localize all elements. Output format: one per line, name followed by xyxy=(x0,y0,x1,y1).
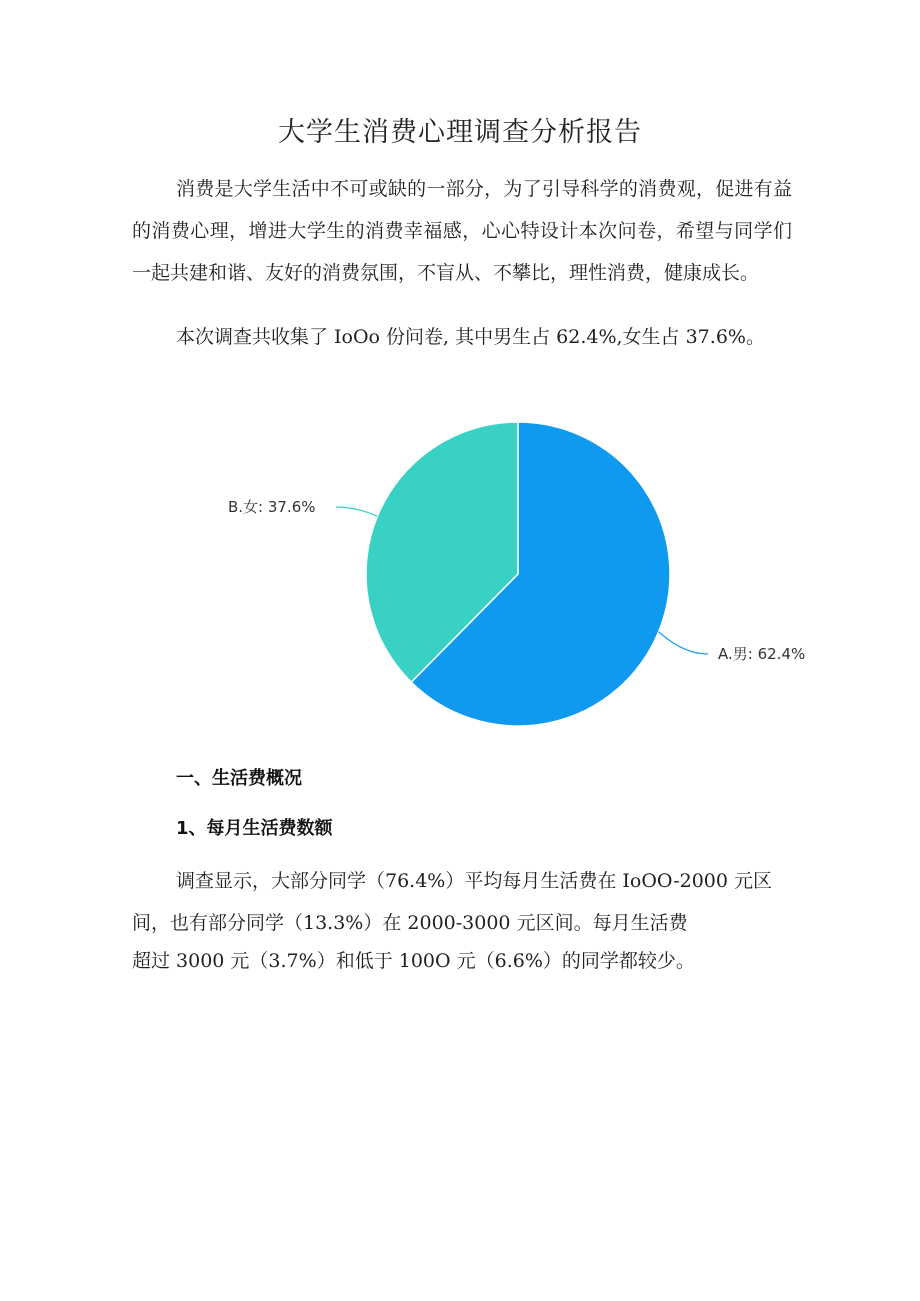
pie-label-0: A.男: 62.4% xyxy=(718,645,806,663)
finding-paragraph: 调查显示，大部分同学（76.4%）平均每月生活费在 IoOO-2000 元区间，也有部分同学（13.3%）在 2000-3000 元区间。每月生活费 xyxy=(132,870,773,934)
finding-paragraph-continued: 超过 3000 元（3.7%）和低于 100O 元（6.6%）的同学都较少。 xyxy=(132,950,695,972)
subsection-heading-monthly-amount: 1、每月生活费数额 xyxy=(176,818,333,839)
pie-slice-1 xyxy=(366,422,518,682)
pie-leader-line-1 xyxy=(336,507,377,516)
pie-leader-line-0 xyxy=(659,632,708,654)
intro-paragraph: 消费是大学生活中不可或缺的一部分，为了引导科学的消费观，促进有益的消费心理，增进大学生的消费幸福感，心心特设计本次问卷，希望与同学们一起共建和谐、友好的消费氛围，不盲从、不攀比，理性消费，健康成长。 xyxy=(132,178,792,284)
pie-label-1: B.女: 37.6% xyxy=(228,498,316,516)
survey-summary-paragraph: 本次调查共收集了 IoOo 份问卷, 其中男生占 62.4%,女生占 37.6%。 xyxy=(176,326,765,348)
pie-slice-0 xyxy=(411,422,670,726)
page-title: 大学生消费心理调查分析报告 xyxy=(278,117,642,148)
section-heading-living-expenses: 一、生活费概况 xyxy=(176,768,302,789)
